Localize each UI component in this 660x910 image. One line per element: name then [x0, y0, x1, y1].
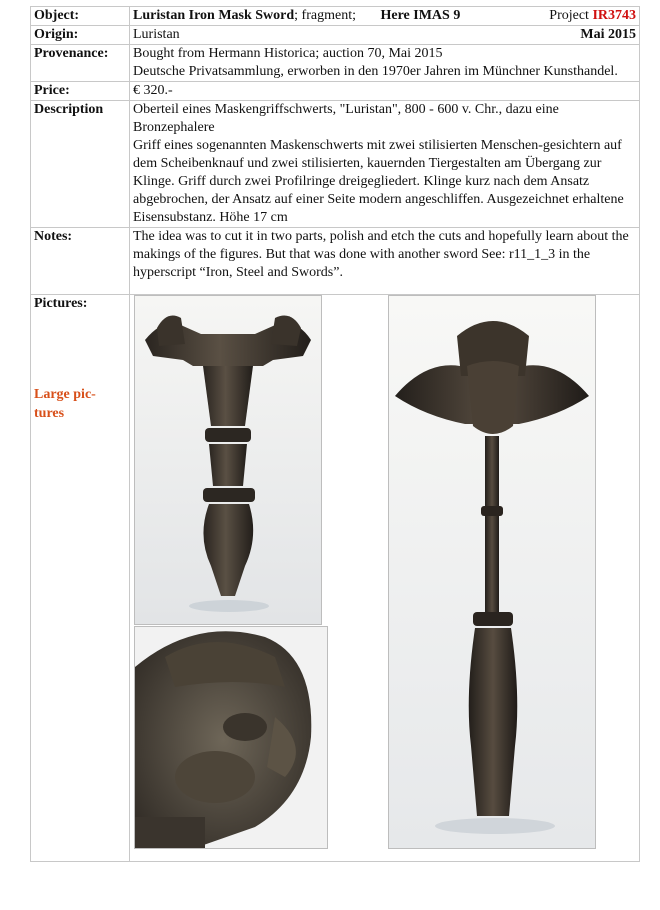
notes-row	[31, 228, 640, 295]
object-title: Luristan Iron Mask Sword	[133, 8, 295, 23]
description-label: Description	[31, 101, 130, 228]
object-sheet	[30, 6, 640, 862]
object-label: Object:	[31, 7, 130, 26]
large-pictures-line-1[interactable]: Large pic-	[34, 387, 96, 402]
description-line-1: Oberteil eines Maskengriffschwerts, "Luristan", 800 - 600 v. Chr., dazu eine Bronzephalere	[133, 102, 559, 135]
large-pictures-line-2[interactable]: tures	[34, 406, 65, 421]
provenance-row	[31, 45, 640, 82]
photo-full-sword	[388, 295, 596, 849]
provenance-cell	[130, 45, 640, 82]
object-cell	[130, 7, 640, 26]
photo-mask-image	[135, 627, 327, 848]
description-row	[31, 101, 640, 228]
notes-text: The idea was to cut it in two parts, polish and etch the cuts and hopefully learn about the makings of the figures. But that was done with another sword See: r11_1_3 in the hyperscript “Iron, Steel and Swords”.	[130, 228, 640, 295]
origin-cell	[130, 26, 640, 45]
project-prefix: Project	[549, 8, 593, 23]
project-ref	[549, 7, 636, 25]
photo-hilt	[134, 295, 322, 625]
provenance-label: Provenance:	[31, 45, 130, 82]
project-id: IR3743	[592, 8, 636, 23]
pictures-label: Pictures:	[34, 296, 88, 311]
large-pictures-link[interactable]	[34, 385, 114, 423]
price-label: Price:	[31, 82, 130, 101]
origin-label: Origin:	[31, 26, 130, 45]
object-subtitle: ; fragment;	[294, 8, 356, 23]
photo-sword-image	[389, 296, 595, 848]
here-id: Here IMAS 9	[380, 8, 461, 23]
price-row	[31, 82, 640, 101]
object-row	[31, 7, 640, 26]
provenance-line-2: Deutsche Privatsammlung, erworben in den 1970er Jahren im Münchner Kunsthandel.	[133, 64, 618, 79]
notes-label: Notes:	[31, 228, 130, 295]
description-cell	[130, 101, 640, 228]
origin-value: Luristan	[133, 27, 180, 42]
photo-hilt-image	[135, 296, 321, 624]
pictures-cell	[130, 295, 640, 862]
description-line-2: Griff eines sogenannten Maskenschwerts mit zwei stilisierten Menschen-gesichtern auf dem Scheibenknauf und zwei stilisierten, kauernden Tiergestalten am Übergang zur Klinge. Griff durch zwei Profilringe dreigegliedert. Klinge kurz nach dem Ansatz abgebrochen, der Ansatz auf einer Seite modern angeschliffen. Ausgezeichnet erhaltene Eisensubstanz. Höhe 17 cm	[133, 138, 624, 225]
price-value: € 320.-	[130, 82, 640, 101]
provenance-line-1: Bought from Hermann Historica; auction 70, Mai 2015	[133, 46, 443, 61]
pictures-label-cell	[31, 295, 130, 862]
date-value: Mai 2015	[580, 27, 636, 42]
photo-mask-detail	[134, 626, 328, 849]
pictures-row	[31, 295, 640, 862]
origin-row	[31, 26, 640, 45]
